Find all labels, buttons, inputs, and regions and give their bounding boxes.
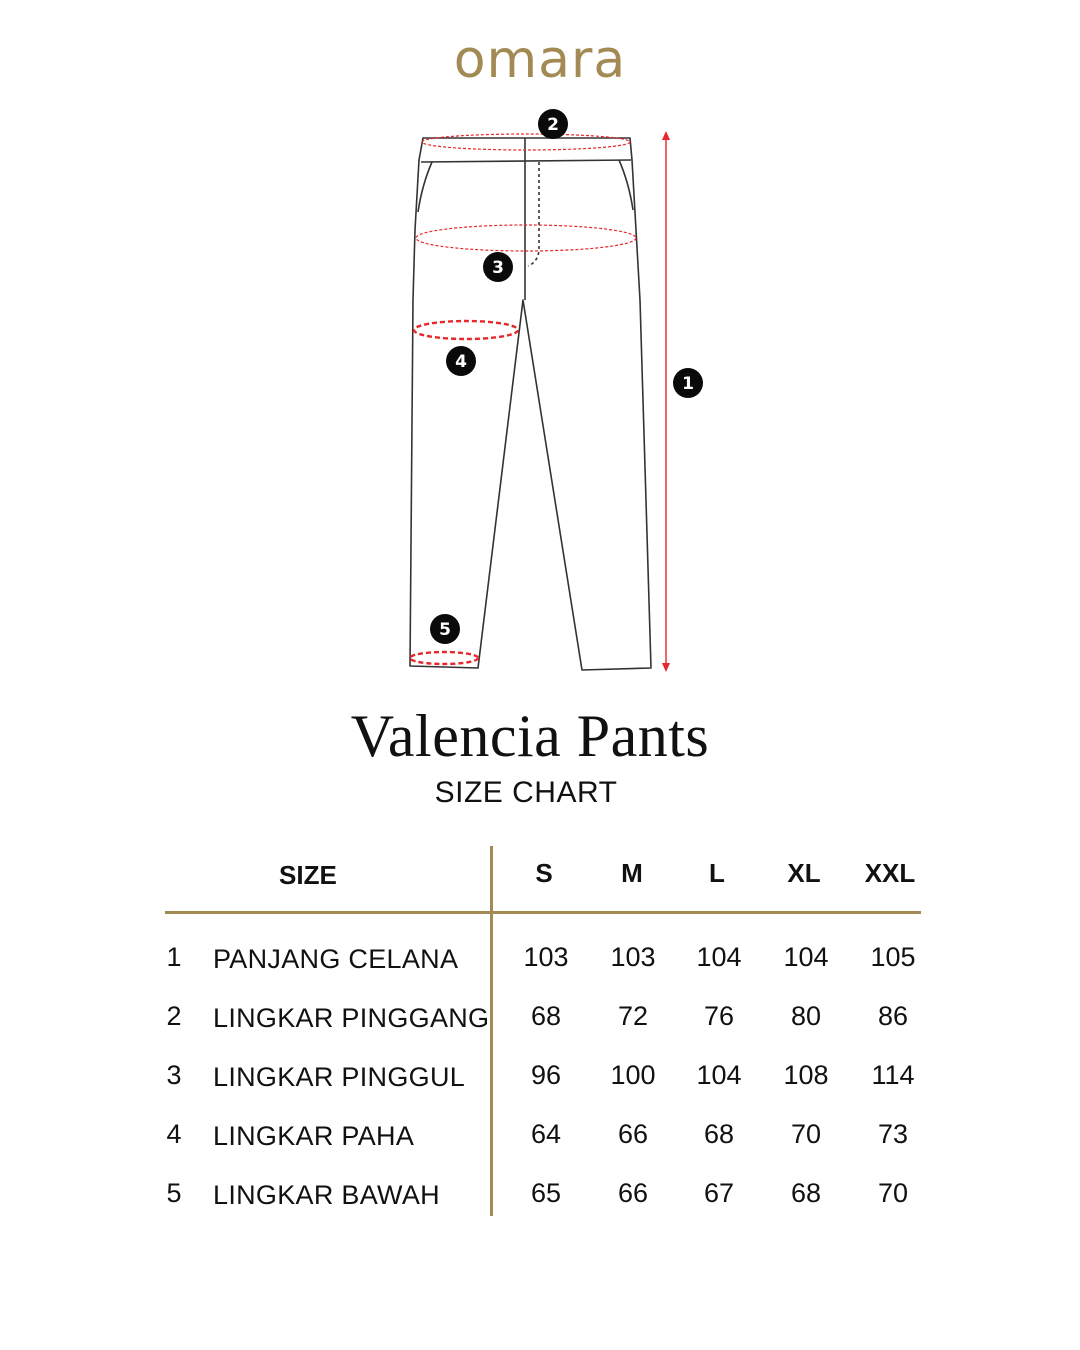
row-label: LINGKAR PINGGUL [213,1062,466,1092]
svg-text:5: 5 [439,620,451,640]
size-header-xxl: XXL [864,858,916,888]
row-number: 2 [166,1001,182,1031]
cell-value: 68 [790,1178,822,1208]
table-row [165,942,921,982]
cell-value: 103 [610,942,656,972]
waistband-bottom [421,160,631,162]
size-header-label: SIZE [279,860,337,890]
size-table [165,846,921,1218]
size-header-xl: XL [787,858,821,888]
row-label: LINGKAR PAHA [213,1121,415,1151]
cell-value: 66 [617,1119,649,1149]
svg-text:3: 3 [492,258,504,278]
row-number: 5 [166,1178,182,1208]
row-number: 3 [166,1060,182,1090]
svg-text:2: 2 [547,115,559,135]
marker-5 [430,614,460,644]
marker-3 [483,252,513,282]
table-row [165,1178,921,1218]
cell-value: 68 [703,1119,735,1149]
length-arrow-bottom [662,663,670,672]
thigh-guide [414,321,518,339]
length-arrow-top [662,131,670,140]
svg-text:4: 4 [455,352,467,372]
pants-outline [410,138,651,670]
marker-4 [446,346,476,376]
cell-value: 73 [877,1119,909,1149]
cell-value: 80 [790,1001,822,1031]
table-row [165,1060,921,1100]
left-pocket [418,162,432,212]
cell-value: 68 [530,1001,562,1031]
product-subtitle: SIZE CHART [434,776,618,809]
row-label: LINGKAR BAWAH [213,1180,440,1210]
cell-value: 105 [870,942,916,972]
cell-value: 67 [703,1178,735,1208]
cell-value: 104 [783,942,829,972]
size-header-s: S [535,858,553,888]
row-label: LINGKAR PINGGANG [213,1003,490,1033]
row-number: 1 [166,942,182,972]
cell-value: 64 [530,1119,562,1149]
row-label: PANJANG CELANA [213,944,459,974]
cell-value: 96 [530,1060,562,1090]
header-divider [165,911,921,914]
size-header-l: L [709,858,725,888]
marker-2 [538,109,568,139]
cell-value: 76 [703,1001,735,1031]
size-header-m: M [621,858,643,888]
cell-value: 114 [871,1060,915,1090]
cell-value: 70 [790,1119,822,1149]
cell-value: 66 [617,1178,649,1208]
waist-guide [422,134,630,150]
cell-value: 108 [783,1060,829,1090]
cell-value: 86 [877,1001,909,1031]
table-row [165,1001,921,1041]
cell-value: 103 [523,942,569,972]
cell-value: 100 [610,1060,656,1090]
brand-logo: omara [453,30,627,90]
product-title: Valencia Pants [350,703,710,769]
svg-text:1: 1 [682,374,694,394]
right-pocket [619,160,633,210]
hip-guide [416,225,636,251]
cell-value: 72 [617,1001,649,1031]
table-row [165,1119,921,1159]
cell-value: 104 [696,942,742,972]
cell-value: 104 [696,1060,742,1090]
row-number: 4 [166,1119,182,1149]
cell-value: 65 [530,1178,562,1208]
marker-1 [673,368,703,398]
cell-value: 70 [877,1178,909,1208]
hem-guide [410,652,478,664]
